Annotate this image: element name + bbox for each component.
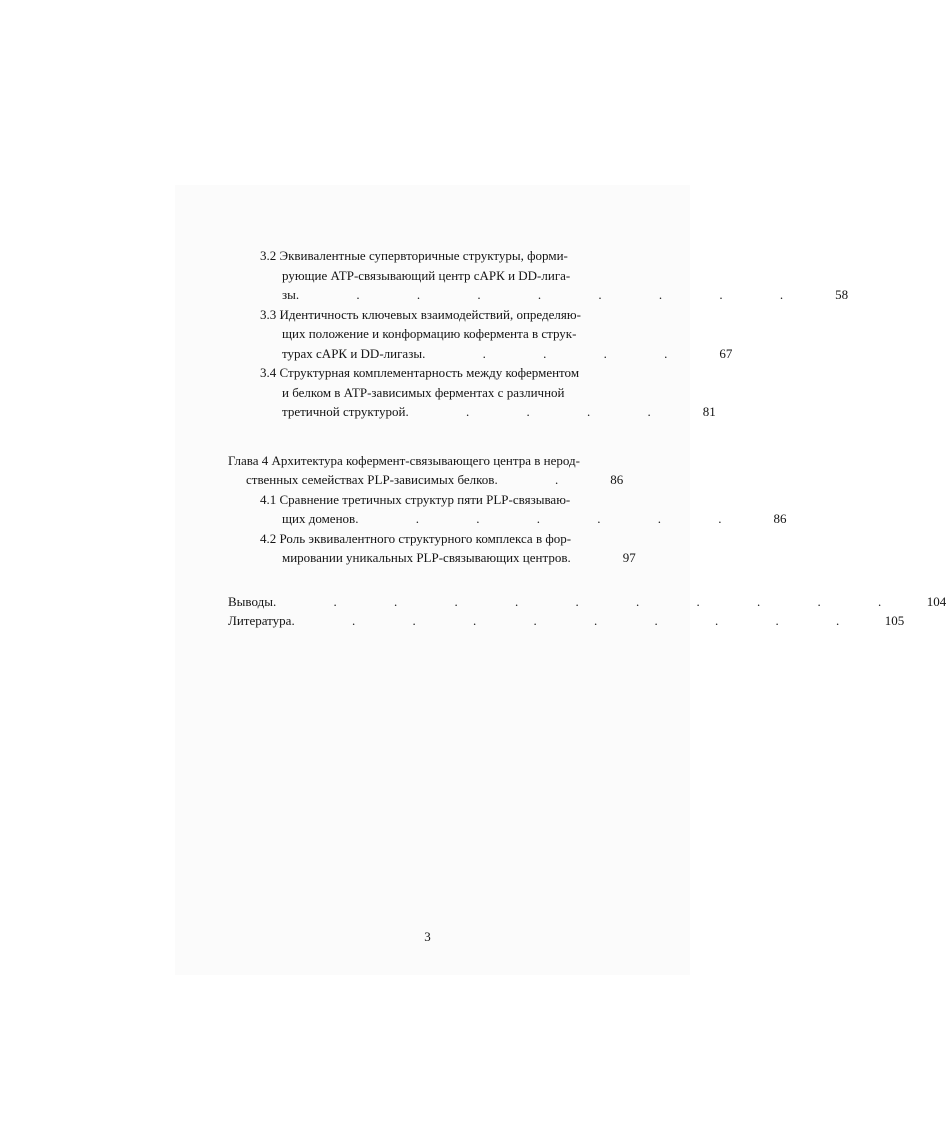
page-ref: 97 [622, 550, 636, 565]
section-number: 4.1 [260, 491, 277, 507]
section-title-line: турах сАРК и DD-лигазы [282, 345, 423, 361]
dot-leader: . . . . . . . . . [295, 287, 811, 302]
section-number: 3.3 [260, 306, 277, 322]
section-title-line: Сравнение третичных структур пяти PLP-связываю- [279, 491, 571, 507]
page-ref: 86 [610, 472, 624, 487]
toc-entry-4-1 [228, 490, 787, 529]
section-title-line: и белком в АТР-зависимых ферментах с различной [282, 384, 565, 400]
toc-entry-chapter-4 [228, 451, 624, 490]
dot-leader: . . . . . [422, 345, 695, 361]
section-number: 4.2 [260, 530, 277, 546]
toc-entry-3-2 [228, 246, 849, 305]
toc-entry-literature [228, 611, 905, 631]
section-title-line: Эквивалентные супервторичные структуры, форми- [279, 248, 568, 263]
table-of-contents [228, 246, 946, 631]
section-title-line: щих доменов [282, 511, 356, 526]
dot-leader: . [567, 550, 598, 565]
entry-title: Литература [228, 613, 292, 628]
chapter-number: Глава 4 [228, 452, 269, 468]
dot-leader: . . . . . . . . . . . [272, 593, 909, 609]
page-ref: 58 [835, 287, 849, 302]
page-ref: 104 [926, 593, 946, 609]
section-title-line: третичной структурой [282, 404, 406, 419]
section-title-line: щих положение и конформацию кофермента в струк- [282, 326, 577, 341]
chapter-title-line: Архитектура кофермент-связывающего центра в нерод- [271, 452, 580, 468]
dot-leader: . . [494, 472, 586, 487]
chapter-title-line: ственных семействах PLP-зависимых белков [246, 472, 495, 487]
dot-leader: . . . . . . . [355, 511, 749, 526]
toc-entry-3-3 [228, 305, 733, 364]
dot-leader: . . . . . . . . . . [291, 613, 867, 628]
entry-title: Выводы [228, 593, 273, 609]
section-title-line: зы [282, 287, 296, 302]
page-ref: 81 [702, 404, 716, 419]
section-title-line: мировании уникальных PLP-связывающих центров [282, 550, 568, 565]
section-title-line: Идентичность ключевых взаимодействий, определяю- [279, 306, 581, 322]
section-title-line: Роль эквивалентного структурного комплекса в фор- [279, 530, 572, 546]
page-number: 3 [424, 929, 431, 944]
toc-entry-4-2 [228, 529, 636, 568]
toc-entry-3-4 [228, 363, 716, 422]
page-ref: 67 [719, 345, 733, 361]
section-number: 3.2 [260, 248, 277, 263]
toc-entry-conclusions [228, 592, 946, 612]
page-ref: 105 [884, 613, 905, 628]
section-title-line: Структурная комплементарность между коферментом [279, 365, 580, 380]
page-ref: 86 [773, 511, 787, 526]
dot-leader: . . . . . [405, 404, 678, 419]
section-title-line: рующие АТР-связывающий центр сАРК и DD-лига- [282, 267, 571, 283]
section-number: 3.4 [260, 365, 277, 380]
